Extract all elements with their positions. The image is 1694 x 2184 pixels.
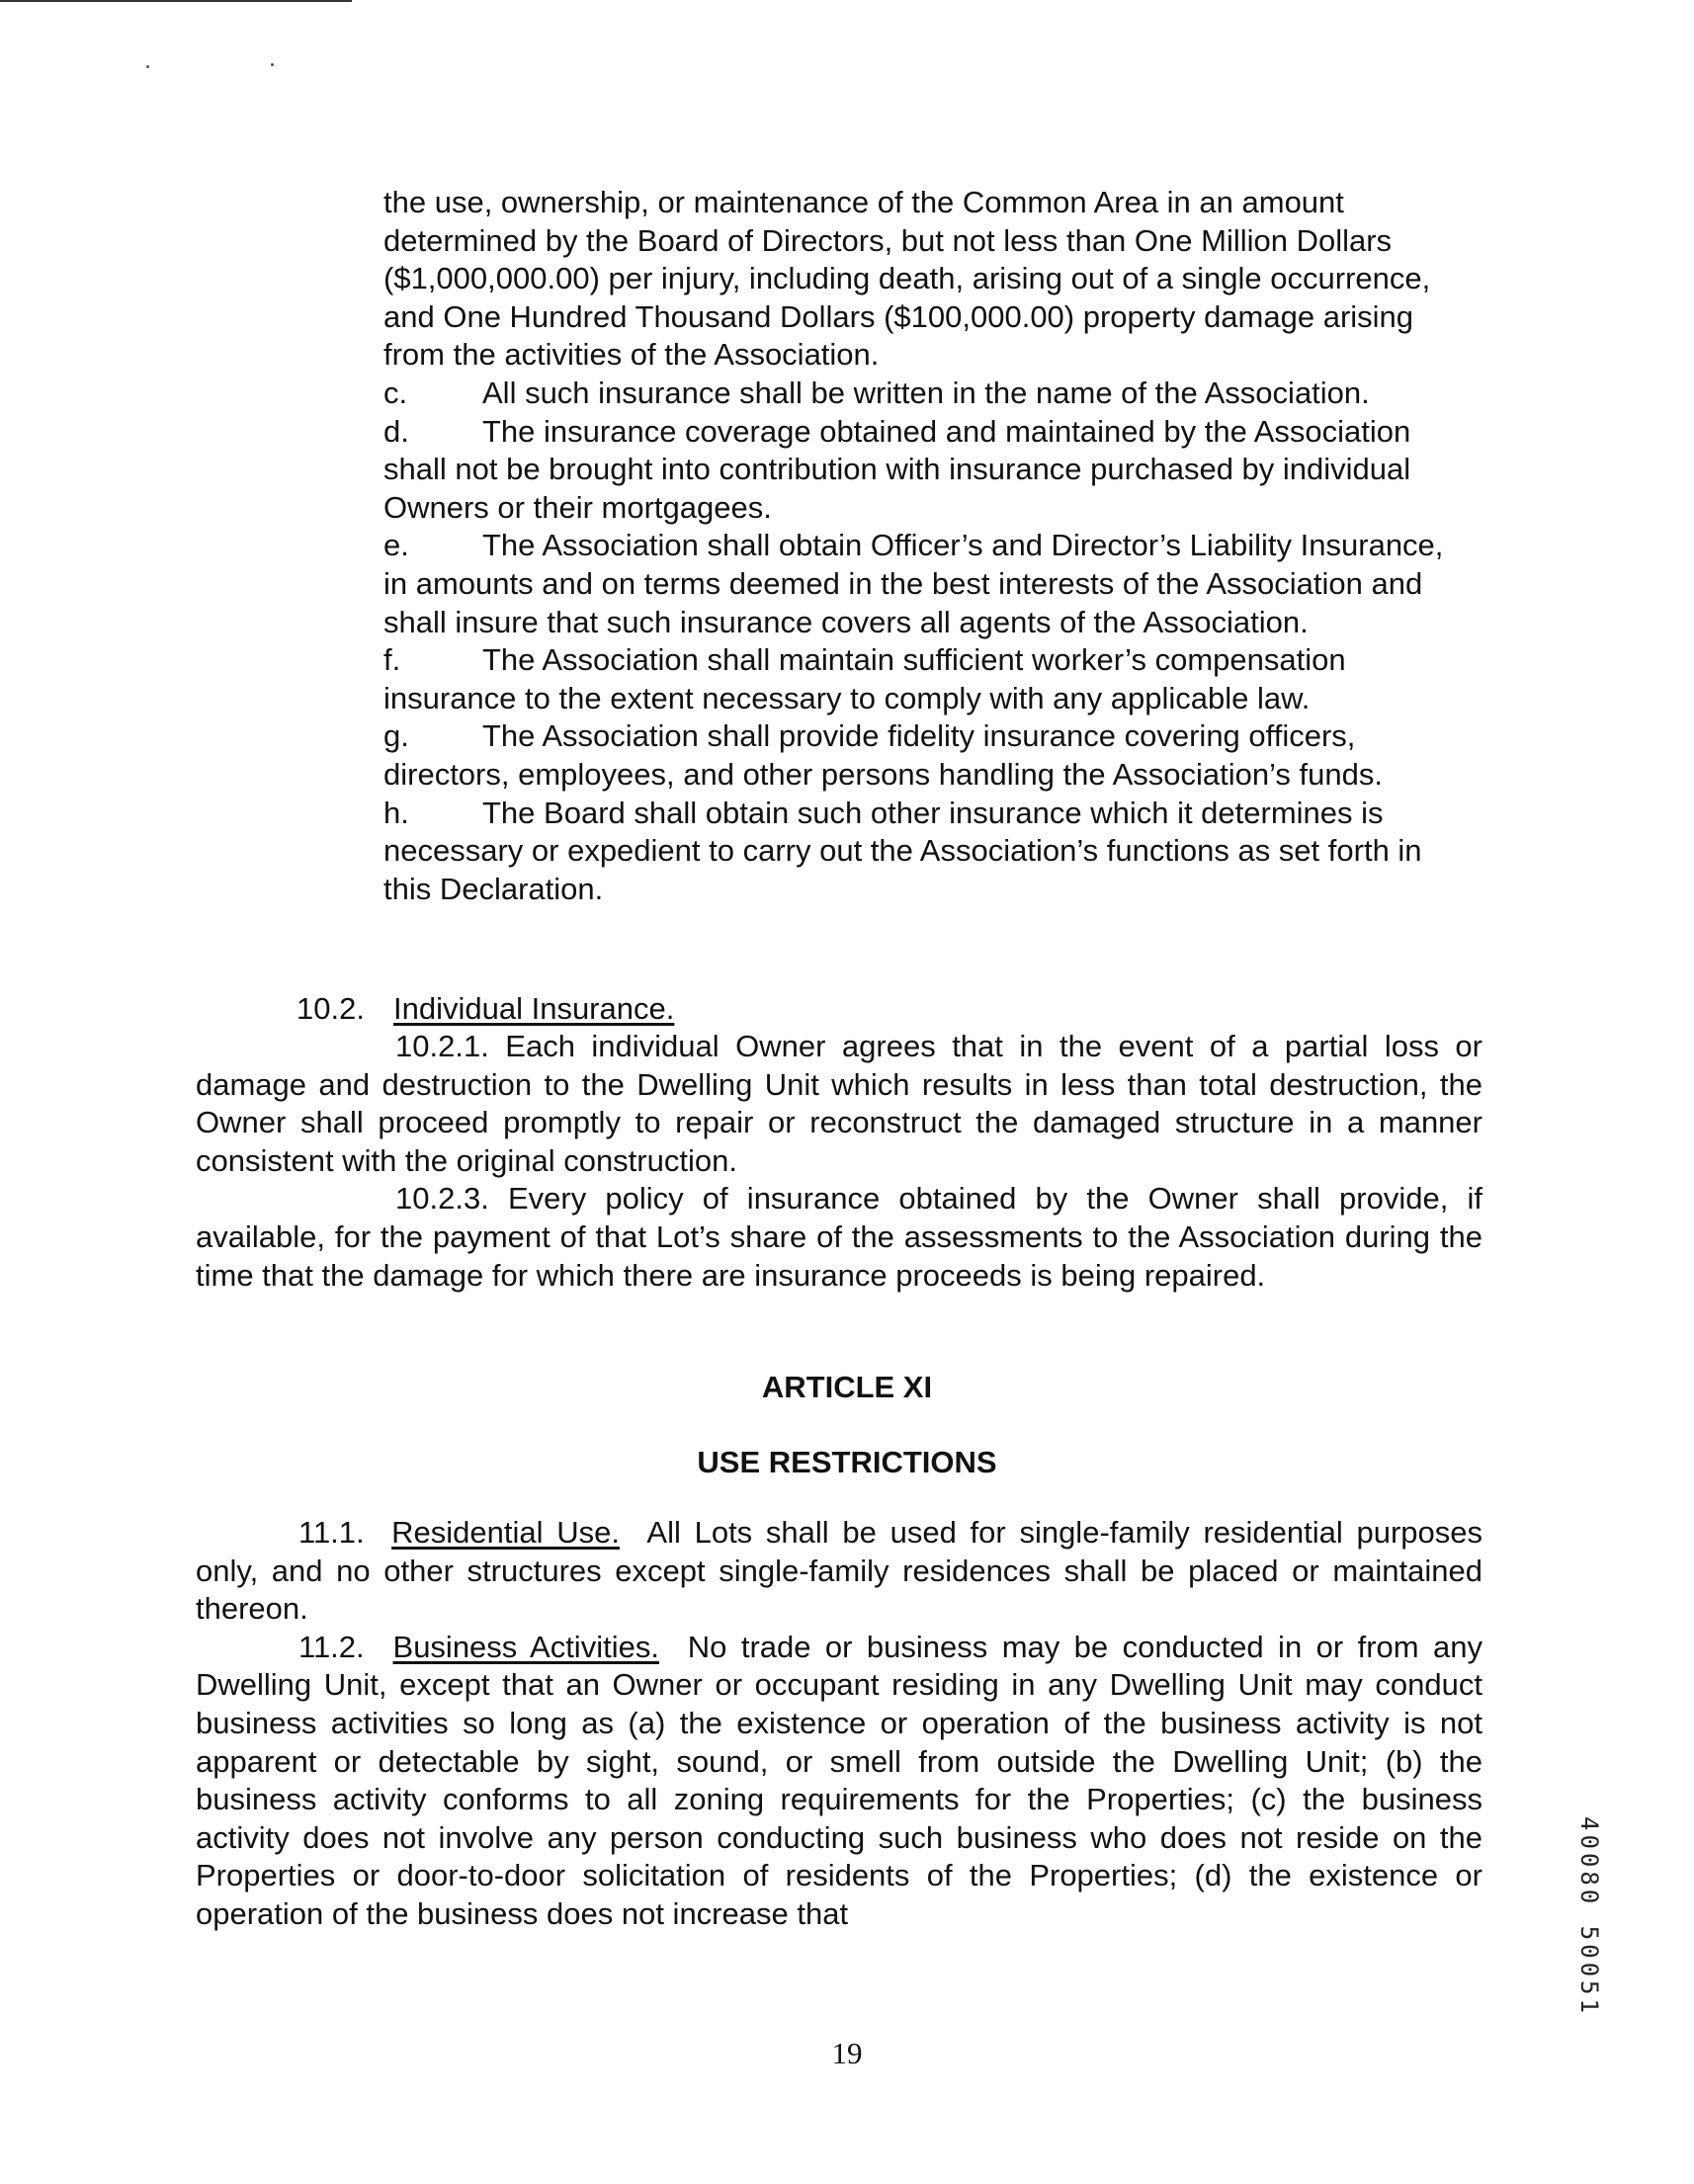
item-letter: h. bbox=[383, 795, 409, 830]
paragraph: 10.2.3. Every policy of insurance obtained by the Owner shall provide, if available, for the payment of that Lot’s share of the assessments to the Association during the time that the damage for which there are insurance proceeds is being repaired. bbox=[196, 1181, 1482, 1293]
section-number: 11.1. bbox=[298, 1515, 365, 1550]
list-item: f. The Association shall maintain sufficient worker’s compensation insurance to the extent necessary to comply with any applicable law. bbox=[383, 642, 1346, 715]
section-number: 11.2. bbox=[298, 1629, 365, 1664]
item-letter: g. bbox=[383, 718, 409, 754]
scan-speck bbox=[146, 65, 149, 68]
section-10-2-heading bbox=[296, 990, 674, 1029]
section-title: Residential Use. bbox=[391, 1515, 620, 1550]
section-title: Business Activities. bbox=[392, 1629, 659, 1664]
paragraph: 11.1. Residential Use. All Lots shall be used for single-family residential purposes only, and no other structures except single-family residences shall be placed or maintained thereon. bbox=[196, 1515, 1482, 1627]
item-letter: d. bbox=[383, 413, 409, 449]
article-heading: ARTICLE XI bbox=[761, 1370, 933, 1404]
use-restrictions-body bbox=[196, 1514, 1482, 1934]
list-item: h. The Board shall obtain such other insurance which it determines is necessary or expedient to carry out the Association’s functions as set forth in this Declaration. bbox=[383, 795, 1422, 906]
list-item: d. The insurance coverage obtained and maintained by the Association shall not be brought into contribution with insurance purchased by individual Owners or their mortgagees. bbox=[383, 413, 1411, 525]
item-letter: f. bbox=[383, 642, 401, 678]
section-10-2-body bbox=[196, 1028, 1482, 1295]
section-title: Individual Insurance. bbox=[393, 991, 675, 1026]
list-item: c. All such insurance shall be written in the name of the Association. bbox=[383, 375, 1451, 413]
scan-speck bbox=[271, 63, 274, 66]
paragraph: 11.2. Business Activities. No trade or business may be conducted in or from any Dwelling Unit, except that an Owner or occupant residing in any Dwelling Unit may conduct business activities so long as (a) the existence or operation of the business activity is not apparent or detectable by sight, sound, or smell from outside the Dwelling Unit; (b) the business activity conforms to all zoning requirements for the Properties; (c) the business activity does not involve any person conducting such business who does not reside on the Properties or door-to-door solicitation of residents of the Properties; (d) the existence or operation of the business does not increase that bbox=[196, 1629, 1483, 1931]
item-letter: e. bbox=[383, 528, 409, 563]
side-stamp: 40080 50051 bbox=[1575, 1816, 1603, 2017]
page-number: 19 bbox=[831, 2036, 863, 2070]
list-item: g. The Association shall provide fidelity insurance covering officers, directors, employees, and other persons handling the Association’s funds. bbox=[383, 718, 1383, 792]
list-item: the use, ownership, or maintenance of the Common Area in an amount determined by the Board of Directors, but not less than One Million Dollars ($1,000,000.00) per injury, including death, arising out of a single occurrence, and One Hundred Thousand Dollars ($100,000.00) property damage arising from the activities of the Association. bbox=[383, 185, 1431, 373]
paragraph: 10.2.1. Each individual Owner agrees that in the event of a partial loss or damage and destruction to the Dwelling Unit which results in less than total destruction, the Owner shall proceed promptly to repair or reconstruct the damaged structure in a manner consistent with the original construction. bbox=[196, 1029, 1482, 1178]
section-number: 10.2. bbox=[296, 991, 365, 1026]
item-letter: c. bbox=[383, 375, 408, 410]
list-item: e. The Association shall obtain Officer’s and Director’s Liability Insurance, in amounts and on terms deemed in the best interests of the Association and shall insure that such insurance covers all agents of the Association. bbox=[383, 528, 1444, 639]
scan-border-line bbox=[0, 0, 352, 2]
article-subheading: USE RESTRICTIONS bbox=[697, 1445, 997, 1479]
insurance-list bbox=[383, 184, 1451, 908]
